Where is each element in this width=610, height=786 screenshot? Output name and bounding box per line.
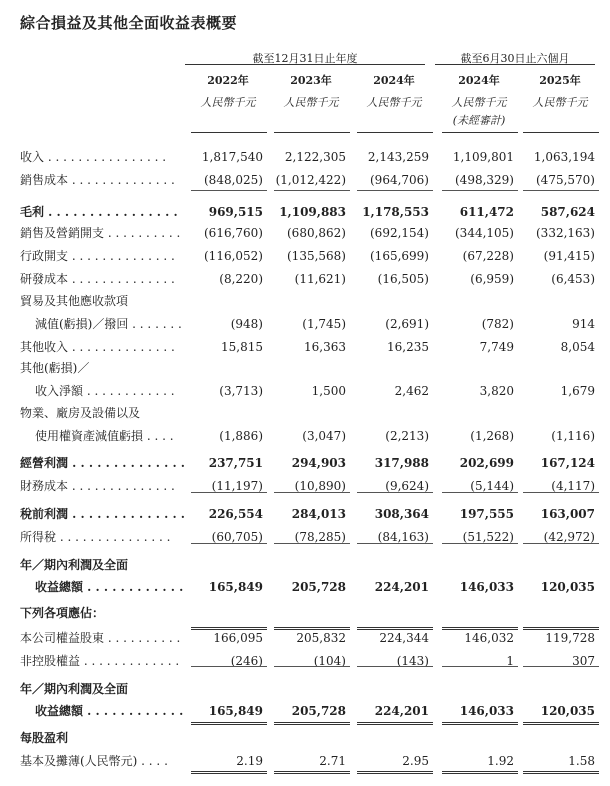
- row-value: (116,052): [204, 249, 263, 263]
- row-label: 稅前利潤 . . . . . . . . . . . . . .: [20, 507, 185, 521]
- row-value: 2.95: [402, 754, 429, 768]
- subtotal-rule: [191, 666, 267, 667]
- row-value: 8,054: [560, 340, 595, 354]
- row-label: 減值(虧損)／撥回 . . . . . . .: [35, 317, 182, 331]
- total-double-rule: [357, 627, 433, 630]
- row-value: (51,522): [462, 530, 514, 544]
- total-double-rule: [191, 627, 267, 630]
- row-value: (848,025): [204, 173, 263, 187]
- row-value: (67,228): [462, 249, 514, 263]
- table-row: [0, 315, 610, 333]
- row-value: 587,624: [540, 205, 595, 219]
- column-header-rule-4: [523, 132, 599, 133]
- column-year-1: 2023年: [290, 74, 332, 87]
- total-double-rule: [442, 722, 518, 725]
- subtotal-rule: [191, 492, 267, 493]
- row-value: 1,500: [311, 384, 346, 398]
- subtotal-rule: [357, 492, 433, 493]
- row-label: 銷售成本 . . . . . . . . . . . . . .: [20, 173, 175, 187]
- row-value: (42,972): [543, 530, 595, 544]
- row-value: (165,699): [370, 249, 429, 263]
- row-value: (692,154): [370, 226, 429, 240]
- row-value: 1,109,883: [279, 205, 346, 219]
- row-value: 1,817,540: [201, 150, 263, 164]
- header-group-annual-rule: [185, 64, 425, 65]
- row-value: (143): [396, 654, 429, 668]
- row-value: (8,220): [219, 272, 263, 286]
- row-value: (11,197): [211, 479, 263, 493]
- table-row: [0, 247, 610, 265]
- row-value: (60,705): [211, 530, 263, 544]
- row-label: 基本及攤薄(人民幣元) . . . .: [20, 754, 168, 768]
- table-row: [0, 680, 610, 698]
- row-value: 1,679: [560, 384, 595, 398]
- row-value: 1,178,553: [362, 205, 429, 219]
- row-label: 每股盈利: [20, 731, 69, 745]
- row-value: (4,117): [551, 479, 595, 493]
- column-unaudited-note: (未經審計): [452, 114, 506, 127]
- row-label: 物業、廠房及設備以及: [20, 406, 141, 420]
- row-label: 使用權資產減值虧損 . . . .: [35, 429, 174, 443]
- table-row: [0, 427, 610, 445]
- row-value: (680,862): [287, 226, 346, 240]
- row-label: 經營利潤 . . . . . . . . . . . . . .: [20, 456, 185, 470]
- subtotal-rule: [523, 492, 599, 493]
- row-value: (6,453): [551, 272, 595, 286]
- row-value: (616,760): [204, 226, 263, 240]
- row-value: 120,035: [540, 580, 595, 594]
- row-value: (964,706): [370, 173, 429, 187]
- row-label: 所得稅 . . . . . . . . . . . . . . .: [20, 530, 171, 544]
- row-value: 146,033: [459, 704, 514, 718]
- row-label: 非控股權益 . . . . . . . . . . . . .: [20, 654, 180, 668]
- table-row: [0, 702, 610, 720]
- row-value: 914: [572, 317, 595, 331]
- table-row: [0, 404, 610, 422]
- total-double-rule: [523, 722, 599, 725]
- row-value: 119,728: [545, 631, 595, 645]
- subtotal-rule: [523, 666, 599, 667]
- total-double-rule: [442, 627, 518, 630]
- subtotal-rule: [357, 190, 433, 191]
- column-year-2: 2024年: [373, 74, 415, 87]
- row-value: 15,815: [221, 340, 263, 354]
- row-value: 1.58: [568, 754, 595, 768]
- header-group-interim-rule: [435, 64, 595, 65]
- row-value: 165,849: [208, 580, 263, 594]
- total-double-rule: [357, 722, 433, 725]
- row-label: 毛利 . . . . . . . . . . . . . . . .: [20, 205, 178, 219]
- table-row: [0, 604, 610, 622]
- page-title: 綜合損益及其他全面收益表概要: [20, 14, 238, 32]
- row-value: (5,144): [470, 479, 514, 493]
- row-value: (1,745): [302, 317, 346, 331]
- row-value: (948): [230, 317, 263, 331]
- row-value: 165,849: [208, 704, 263, 718]
- row-value: 16,235: [387, 340, 429, 354]
- row-value: (246): [230, 654, 263, 668]
- total-double-rule: [357, 771, 433, 774]
- row-value: (344,105): [455, 226, 514, 240]
- subtotal-rule: [523, 190, 599, 191]
- column-header-rule-1: [274, 132, 350, 133]
- column-unit-3: 人民幣千元: [451, 96, 507, 109]
- row-label: 收入 . . . . . . . . . . . . . . . .: [20, 150, 167, 164]
- row-value: 1,063,194: [533, 150, 595, 164]
- row-value: 2,122,305: [284, 150, 346, 164]
- row-value: (1,268): [470, 429, 514, 443]
- row-value: 2,143,259: [367, 150, 429, 164]
- row-value: (3,047): [302, 429, 346, 443]
- total-double-rule: [191, 771, 267, 774]
- row-value: 224,344: [379, 631, 429, 645]
- table-row: [0, 270, 610, 288]
- total-double-rule: [523, 771, 599, 774]
- row-label: 其他(虧損)／: [20, 361, 90, 375]
- row-value: 205,728: [291, 704, 346, 718]
- table-row: [0, 148, 610, 166]
- row-value: 202,699: [459, 456, 514, 470]
- row-value: 163,007: [540, 507, 595, 521]
- subtotal-rule: [442, 543, 518, 544]
- subtotal-rule: [274, 666, 350, 667]
- row-label: 貿易及其他應收款項: [20, 294, 129, 308]
- row-value: 294,903: [291, 456, 346, 470]
- subtotal-rule: [191, 543, 267, 544]
- total-double-rule: [523, 627, 599, 630]
- row-value: (498,329): [455, 173, 514, 187]
- row-value: 146,032: [464, 631, 514, 645]
- table-row: [0, 652, 610, 670]
- total-double-rule: [442, 771, 518, 774]
- table-row: [0, 224, 610, 242]
- row-value: (16,505): [377, 272, 429, 286]
- row-value: (91,415): [543, 249, 595, 263]
- row-value: (6,959): [470, 272, 514, 286]
- row-value: 197,555: [459, 507, 514, 521]
- row-value: 120,035: [540, 704, 595, 718]
- row-value: 166,095: [213, 631, 263, 645]
- table-row: [0, 338, 610, 356]
- row-value: 205,728: [291, 580, 346, 594]
- column-unit-0: 人民幣千元: [200, 96, 256, 109]
- row-value: (475,570): [536, 173, 595, 187]
- table-row: [0, 505, 610, 523]
- table-row: [0, 171, 610, 189]
- table-row: [0, 359, 610, 377]
- row-value: 1: [506, 654, 514, 668]
- table-row: [0, 578, 610, 596]
- row-value: 1.92: [487, 754, 514, 768]
- row-value: 611,472: [459, 205, 514, 219]
- table-row: [0, 292, 610, 310]
- row-value: (135,568): [287, 249, 346, 263]
- row-value: 205,832: [296, 631, 346, 645]
- column-year-4: 2025年: [539, 74, 581, 87]
- subtotal-rule: [357, 543, 433, 544]
- column-year-0: 2022年: [207, 74, 249, 87]
- total-double-rule: [274, 771, 350, 774]
- total-double-rule: [191, 722, 267, 725]
- row-value: 2.71: [319, 754, 346, 768]
- row-value: 7,749: [479, 340, 514, 354]
- row-value: 1,109,801: [452, 150, 514, 164]
- row-label: 收益總額 . . . . . . . . . . . .: [35, 704, 184, 718]
- subtotal-rule: [274, 492, 350, 493]
- table-row: [0, 203, 610, 221]
- subtotal-rule: [442, 666, 518, 667]
- row-value: 226,554: [208, 507, 263, 521]
- row-value: 3,820: [479, 384, 514, 398]
- column-header-rule-0: [191, 132, 267, 133]
- subtotal-rule: [274, 543, 350, 544]
- row-value: (9,624): [385, 479, 429, 493]
- row-value: (2,691): [385, 317, 429, 331]
- row-value: 2,462: [394, 384, 429, 398]
- total-double-rule: [274, 722, 350, 725]
- row-value: (84,163): [377, 530, 429, 544]
- row-value: (1,886): [219, 429, 263, 443]
- row-label: 本公司權益股東 . . . . . . . . . .: [20, 631, 181, 645]
- row-label: 年／期內利潤及全面: [20, 558, 129, 572]
- row-value: 308,364: [374, 507, 429, 521]
- row-label: 收入淨額 . . . . . . . . . . . .: [35, 384, 175, 398]
- row-value: (782): [481, 317, 514, 331]
- row-value: (10,890): [294, 479, 346, 493]
- subtotal-rule: [357, 666, 433, 667]
- subtotal-rule: [523, 543, 599, 544]
- row-label: 下列各項應佔：: [20, 606, 105, 620]
- subtotal-rule: [442, 492, 518, 493]
- row-value: 224,201: [374, 704, 429, 718]
- subtotal-rule: [274, 190, 350, 191]
- table-row: [0, 729, 610, 747]
- row-label: 年／期內利潤及全面: [20, 682, 129, 696]
- row-value: (1,012,422): [275, 173, 346, 187]
- subtotal-rule: [442, 190, 518, 191]
- table-row: [0, 382, 610, 400]
- table-row: [0, 556, 610, 574]
- row-label: 研發成本 . . . . . . . . . . . . . .: [20, 272, 175, 286]
- row-label: 收益總額 . . . . . . . . . . . .: [35, 580, 184, 594]
- column-header-rule-2: [357, 132, 433, 133]
- column-year-3: 2024年: [458, 74, 500, 87]
- row-value: 167,124: [540, 456, 595, 470]
- row-value: 2.19: [236, 754, 263, 768]
- row-value: 16,363: [304, 340, 346, 354]
- row-value: 969,515: [208, 205, 263, 219]
- row-value: (78,285): [294, 530, 346, 544]
- column-unit-1: 人民幣千元: [283, 96, 339, 109]
- table-row: [0, 752, 610, 770]
- row-value: 237,751: [208, 456, 263, 470]
- row-value: (3,713): [219, 384, 263, 398]
- row-label: 行政開支 . . . . . . . . . . . . . .: [20, 249, 175, 263]
- subtotal-rule: [191, 190, 267, 191]
- row-value: 284,013: [291, 507, 346, 521]
- row-value: (11,621): [294, 272, 346, 286]
- column-header-rule-3: [442, 132, 518, 133]
- row-value: (332,163): [536, 226, 595, 240]
- table-row: [0, 454, 610, 472]
- row-label: 銷售及營銷開支 . . . . . . . . . .: [20, 226, 181, 240]
- row-label: 其他收入 . . . . . . . . . . . . . .: [20, 340, 175, 354]
- row-value: (104): [313, 654, 346, 668]
- row-value: 146,033: [459, 580, 514, 594]
- total-double-rule: [274, 627, 350, 630]
- row-value: 224,201: [374, 580, 429, 594]
- row-value: (1,116): [551, 429, 595, 443]
- header-group-annual: 截至12月31日止年度: [252, 52, 358, 65]
- header-group-interim: 截至6月30日止六個月: [460, 52, 570, 65]
- row-value: 317,988: [374, 456, 429, 470]
- row-value: (2,213): [385, 429, 429, 443]
- row-label: 財務成本 . . . . . . . . . . . . . .: [20, 479, 175, 493]
- row-value: 307: [572, 654, 595, 668]
- column-unit-4: 人民幣千元: [532, 96, 588, 109]
- column-unit-2: 人民幣千元: [366, 96, 422, 109]
- table-row: [0, 629, 610, 647]
